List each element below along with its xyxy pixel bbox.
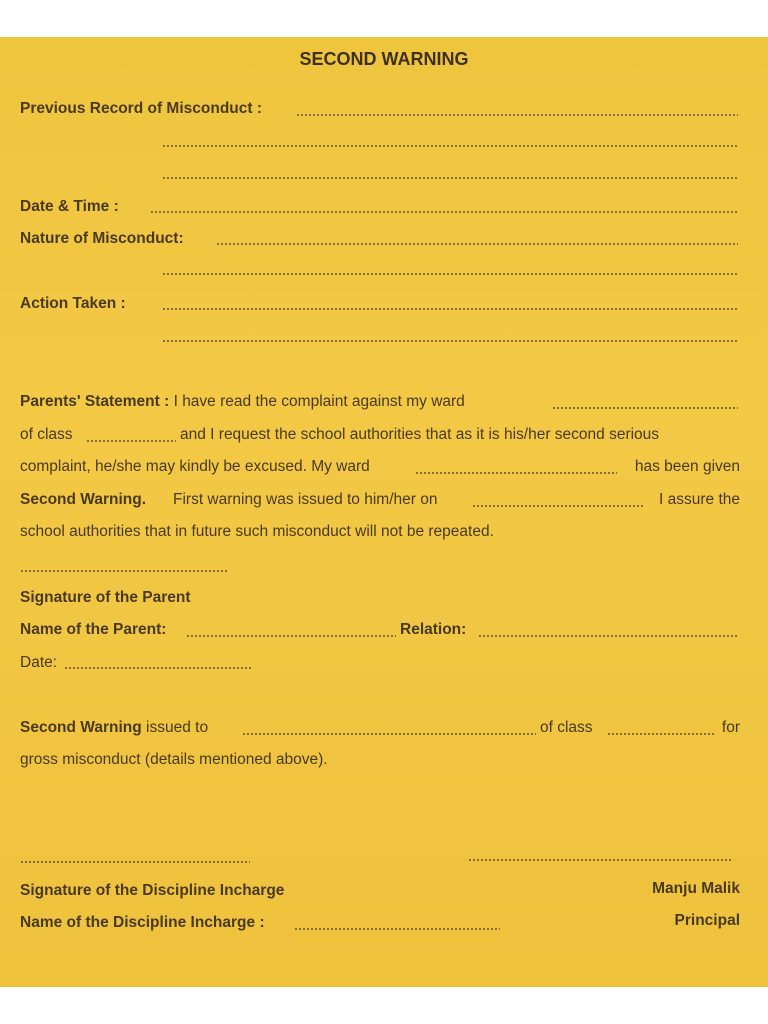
statement-class-label: of class	[20, 426, 73, 443]
second-warning-bold: Second Warning.	[20, 491, 147, 508]
action-label: Action Taken :	[20, 295, 126, 312]
warning-form	[0, 37, 768, 987]
form-title: SECOND WARNING	[299, 49, 469, 69]
warning-bold: Second Warning	[20, 719, 142, 736]
warning-class-label: of class	[540, 719, 593, 736]
ward-name-line-2[interactable]	[415, 472, 617, 474]
incharge-name-line[interactable]	[294, 928, 500, 930]
principal-name: Manju Malik	[652, 880, 740, 897]
relation-label: Relation:	[400, 621, 467, 638]
parent-date-line[interactable]	[64, 667, 252, 669]
statement-given: has been given	[634, 458, 740, 475]
statement-text-3: complaint, he/she may kindly be excused. My ward	[20, 458, 370, 475]
nature-line-1[interactable]	[216, 243, 738, 245]
statement-text-5: school authorities that in future such misconduct will not be repeated.	[20, 523, 494, 540]
principal-signature-line[interactable]	[468, 859, 732, 861]
statement-assure: I assure the	[659, 491, 740, 508]
warning-text-2: gross misconduct (details mentioned above).	[20, 751, 328, 768]
statement-line-1	[20, 393, 465, 411]
warning-student-line[interactable]	[242, 733, 536, 735]
date-time-label: Date & Time :	[20, 198, 119, 215]
warning-for: for	[721, 719, 740, 736]
statement-text-4: First warning was issued to him/her on	[173, 491, 438, 508]
warning-issued-to: issued to	[146, 719, 209, 736]
parent-name-label: Name of the Parent:	[20, 621, 167, 638]
relation-line[interactable]	[478, 635, 738, 637]
action-line-2[interactable]	[162, 340, 738, 342]
incharge-signature-line[interactable]	[20, 861, 250, 863]
principal-title: Principal	[674, 912, 740, 929]
action-line-1[interactable]	[162, 308, 738, 310]
parent-signature-label: Signature of the Parent	[20, 589, 191, 606]
ward-name-line[interactable]	[552, 407, 738, 409]
date-time-line[interactable]	[150, 211, 738, 213]
parent-name-line[interactable]	[186, 635, 396, 637]
warning-issued-line	[20, 719, 208, 737]
statement-text-2: and I request the school authorities that as it is his/her second serious	[180, 426, 660, 443]
nature-line-2[interactable]	[162, 273, 738, 275]
previous-record-line-3[interactable]	[162, 177, 738, 179]
incharge-signature-label: Signature of the Discipline Incharge	[20, 882, 285, 899]
statement-label: Parents' Statement :	[20, 393, 170, 410]
warning-class-line[interactable]	[607, 733, 715, 735]
statement-text-1: I have read the complaint against my ward	[173, 393, 465, 410]
incharge-name-label: Name of the Discipline Incharge :	[20, 914, 265, 931]
nature-label: Nature of Misconduct:	[20, 230, 184, 247]
class-line[interactable]	[86, 440, 176, 442]
previous-record-line-2[interactable]	[162, 145, 738, 147]
previous-record-label: Previous Record of Misconduct :	[20, 100, 263, 117]
first-warning-date-line[interactable]	[472, 505, 644, 507]
parent-signature-line[interactable]	[20, 570, 228, 572]
parent-date-label: Date:	[20, 654, 58, 671]
previous-record-line-1[interactable]	[296, 114, 738, 116]
